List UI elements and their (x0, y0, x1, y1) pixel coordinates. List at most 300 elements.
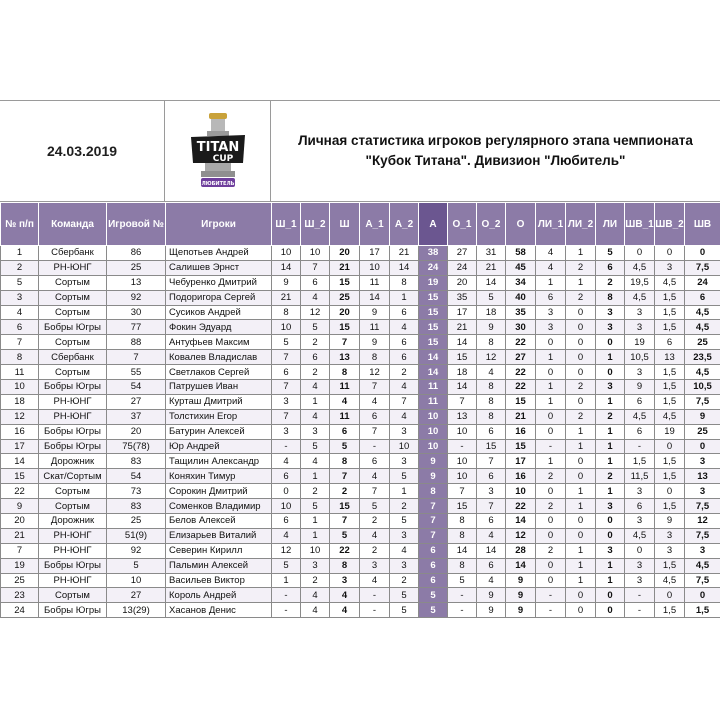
table-cell: 14 (477, 543, 506, 558)
table-cell: 6 (330, 424, 360, 439)
table-cell: 54 (107, 469, 166, 484)
table-cell: 10 (1, 380, 39, 395)
table-row (1, 558, 720, 573)
table-cell: 0 (596, 335, 625, 350)
table-cell: 4,5 (655, 409, 685, 424)
table-cell: - (448, 603, 477, 618)
table-cell: 25 (330, 290, 360, 305)
table-cell: 18 (477, 305, 506, 320)
table-cell: 5 (390, 469, 419, 484)
table-row (1, 380, 720, 395)
table-cell: 7 (1, 335, 39, 350)
table-cell: 8 (419, 484, 448, 499)
table-cell: 0 (536, 335, 566, 350)
table-cell: 1 (536, 454, 566, 469)
table-cell: 6 (301, 350, 330, 365)
table-cell: 10,5 (625, 350, 655, 365)
table-cell: 3 (685, 454, 720, 469)
table-cell: 1 (566, 543, 596, 558)
table-cell: 10 (360, 260, 390, 275)
table-cell: 10 (301, 246, 330, 261)
table-cell: - (360, 439, 390, 454)
table-cell: 27 (107, 394, 166, 409)
table-cell: - (360, 588, 390, 603)
table-cell: 35 (506, 305, 536, 320)
table-cell: 0 (536, 409, 566, 424)
table-cell: 1 (301, 528, 330, 543)
table-cell: 0 (566, 588, 596, 603)
table-row (1, 305, 720, 320)
table-cell: 6 (1, 320, 39, 335)
table-cell: 3 (390, 424, 419, 439)
table-cell: 9 (655, 514, 685, 529)
table-cell: 11 (360, 275, 390, 290)
table-cell: 5 (360, 499, 390, 514)
table-cell: 1 (1, 246, 39, 261)
table-cell: 4 (360, 394, 390, 409)
table-cell: 1 (566, 499, 596, 514)
table-cell: 1 (536, 394, 566, 409)
table-cell: Хасанов Денис (166, 603, 272, 618)
table-cell: 4 (1, 305, 39, 320)
column-header: ЛИ (596, 203, 625, 246)
table-cell: - (536, 439, 566, 454)
table-cell: 5 (390, 588, 419, 603)
table-cell: 10 (107, 573, 166, 588)
table-cell: 13 (655, 350, 685, 365)
table-cell: 3 (625, 484, 655, 499)
column-header: Ш_1 (272, 203, 301, 246)
table-cell: 4 (272, 454, 301, 469)
table-cell: 11 (419, 380, 448, 395)
table-row (1, 424, 720, 439)
table-cell: 3 (625, 320, 655, 335)
table-cell: 7 (419, 499, 448, 514)
table-cell: - (625, 439, 655, 454)
table-cell: Сортым (39, 290, 107, 305)
table-cell: 3 (1, 290, 39, 305)
table-cell: 21 (448, 320, 477, 335)
table-cell: 9 (625, 380, 655, 395)
table-cell: 1,5 (655, 454, 685, 469)
table-cell: 1 (272, 573, 301, 588)
table-cell: 7 (330, 514, 360, 529)
table-cell: 4,5 (625, 409, 655, 424)
table-row (1, 484, 720, 499)
table-cell: 6 (272, 514, 301, 529)
table-cell: 3 (301, 558, 330, 573)
table-cell: 15 (419, 335, 448, 350)
table-cell: 8 (330, 365, 360, 380)
table-cell: 3 (625, 305, 655, 320)
table-cell: 21 (506, 409, 536, 424)
table-cell: Курташ Дмитрий (166, 394, 272, 409)
trophy-logo-icon (187, 111, 249, 191)
table-cell: Сусиков Андрей (166, 305, 272, 320)
table-cell: 10 (272, 499, 301, 514)
table-cell: - (448, 439, 477, 454)
table-cell: 3 (596, 320, 625, 335)
table-cell: 0 (685, 588, 720, 603)
table-row (1, 514, 720, 529)
table-cell: 4 (477, 365, 506, 380)
table-cell: 8 (477, 409, 506, 424)
table-cell: 19,5 (625, 275, 655, 290)
table-cell: 25 (107, 260, 166, 275)
table-cell: 4 (330, 603, 360, 618)
table-cell: Бобры Югры (39, 439, 107, 454)
table-cell: - (536, 588, 566, 603)
table-cell: 3 (390, 528, 419, 543)
table-cell: 25 (107, 514, 166, 529)
table-cell: 1,5 (625, 454, 655, 469)
table-cell: 0 (536, 573, 566, 588)
table-cell: 15 (330, 499, 360, 514)
table-cell: Щепотьев Андрей (166, 246, 272, 261)
table-cell: 4 (301, 380, 330, 395)
table-cell: 7 (1, 543, 39, 558)
table-cell: 10 (419, 439, 448, 454)
table-cell: Батурин Алексей (166, 424, 272, 439)
table-cell: 1 (566, 275, 596, 290)
table-cell: 75(78) (107, 439, 166, 454)
table-cell: 40 (506, 290, 536, 305)
table-cell: Соменков Владимир (166, 499, 272, 514)
table-cell: 6 (625, 424, 655, 439)
column-header: ШВ_2 (655, 203, 685, 246)
table-cell: 1,5 (655, 305, 685, 320)
table-cell: 8 (596, 290, 625, 305)
table-cell: Бобры Югры (39, 320, 107, 335)
table-cell: 7 (477, 499, 506, 514)
table-cell: 3 (685, 484, 720, 499)
table-cell: Салишев Эрнст (166, 260, 272, 275)
table-cell: Светлаков Сергей (166, 365, 272, 380)
table-cell: 4,5 (685, 558, 720, 573)
table-cell: 24 (1, 603, 39, 618)
table-cell: 1 (566, 424, 596, 439)
table-cell: 15 (448, 499, 477, 514)
table-row (1, 246, 720, 261)
table-cell: - (360, 603, 390, 618)
table-cell: 1 (390, 290, 419, 305)
table-cell: 12 (506, 528, 536, 543)
table-cell: 0 (566, 335, 596, 350)
table-cell: 0 (566, 305, 596, 320)
table-cell: 0 (536, 514, 566, 529)
table-cell: 13(29) (107, 603, 166, 618)
table-cell: 9 (419, 469, 448, 484)
table-cell: 4 (301, 290, 330, 305)
table-cell: 3 (596, 543, 625, 558)
table-cell: 9 (506, 573, 536, 588)
table-cell: 3 (390, 454, 419, 469)
table-cell: 7 (419, 528, 448, 543)
table-cell: 7,5 (685, 499, 720, 514)
table-cell: 20 (107, 424, 166, 439)
table-cell: 7 (272, 409, 301, 424)
table-cell: - (625, 603, 655, 618)
table-cell: Бобры Югры (39, 558, 107, 573)
table-cell: 10 (506, 484, 536, 499)
table-cell: 8 (272, 305, 301, 320)
column-header: Команда (39, 203, 107, 246)
table-row (1, 409, 720, 424)
table-cell: 1,5 (655, 469, 685, 484)
table-cell: 15 (330, 275, 360, 290)
table-cell: 37 (107, 409, 166, 424)
table-cell: 10 (448, 469, 477, 484)
column-header: Игровой № (107, 203, 166, 246)
table-cell: 22 (506, 365, 536, 380)
table-cell: 0 (272, 484, 301, 499)
table-row (1, 365, 720, 380)
table-cell: 5 (390, 603, 419, 618)
table-cell: 15 (1, 469, 39, 484)
column-header: А (419, 203, 448, 246)
table-cell: 6 (390, 305, 419, 320)
table-cell: Сортым (39, 588, 107, 603)
table-row (1, 454, 720, 469)
table-cell: 0 (596, 514, 625, 529)
table-cell: Скат/Сортым (39, 469, 107, 484)
table-cell: 0 (566, 469, 596, 484)
titan-cup-logo (165, 101, 271, 201)
table-cell: 0 (655, 588, 685, 603)
table-cell: 35 (448, 290, 477, 305)
table-cell: 0 (655, 439, 685, 454)
table-cell: 3 (477, 484, 506, 499)
table-cell: 83 (107, 454, 166, 469)
table-cell: 0 (566, 320, 596, 335)
table-row (1, 320, 720, 335)
table-cell: 8 (448, 528, 477, 543)
table-cell: Бобры Югры (39, 424, 107, 439)
svg-text:TITAN: TITAN (196, 140, 239, 155)
table-cell: 21 (272, 290, 301, 305)
table-cell: 3 (301, 424, 330, 439)
table-cell: 14 (448, 543, 477, 558)
table-cell: 7 (330, 335, 360, 350)
table-cell: 2 (360, 543, 390, 558)
table-cell: Сбербанк (39, 350, 107, 365)
table-cell: 2 (536, 469, 566, 484)
table-cell: 0 (536, 558, 566, 573)
table-cell: 24 (448, 260, 477, 275)
table-cell: 1 (536, 380, 566, 395)
table-cell: - (272, 588, 301, 603)
table-cell: 92 (107, 543, 166, 558)
table-cell: 0 (566, 528, 596, 543)
table-cell: 18 (448, 365, 477, 380)
table-cell: 7 (477, 454, 506, 469)
table-cell: 21 (1, 528, 39, 543)
table-cell: 4 (536, 260, 566, 275)
column-header: О_2 (477, 203, 506, 246)
table-cell: Пальмин Алексей (166, 558, 272, 573)
table-cell: 9 (685, 409, 720, 424)
table-cell: 0 (596, 528, 625, 543)
table-cell: 4 (536, 246, 566, 261)
column-header: А_2 (390, 203, 419, 246)
table-cell: 1 (536, 350, 566, 365)
table-cell: 11 (360, 320, 390, 335)
table-cell: 21 (477, 260, 506, 275)
column-header: Ш (330, 203, 360, 246)
table-cell: 1,5 (655, 380, 685, 395)
table-cell: 1,5 (655, 603, 685, 618)
table-cell: 7 (360, 424, 390, 439)
table-cell: Васильев Виктор (166, 573, 272, 588)
table-cell: 5 (596, 246, 625, 261)
table-cell: 13 (685, 469, 720, 484)
table-cell: 10 (272, 320, 301, 335)
table-cell: 5 (301, 499, 330, 514)
table-cell: 4,5 (625, 290, 655, 305)
table-cell: Антуфьев Максим (166, 335, 272, 350)
table-cell: 2 (390, 573, 419, 588)
table-cell: 25 (685, 424, 720, 439)
table-cell: 14 (448, 380, 477, 395)
table-cell: 0 (536, 365, 566, 380)
table-cell: 16 (506, 469, 536, 484)
title-line-1: Личная статистика игроков регулярного этапа чемпионата (298, 133, 693, 148)
table-cell: 2 (360, 514, 390, 529)
table-cell: 4 (330, 394, 360, 409)
table-cell: 4,5 (625, 260, 655, 275)
table-cell: Патрушев Иван (166, 380, 272, 395)
table-cell: 7 (448, 484, 477, 499)
table-cell: 5 (272, 558, 301, 573)
table-cell: 6 (360, 409, 390, 424)
table-cell: Сортым (39, 484, 107, 499)
table-cell: 30 (107, 305, 166, 320)
table-cell: 10 (448, 454, 477, 469)
table-cell: 4,5 (685, 320, 720, 335)
table-cell: 5 (390, 514, 419, 529)
table-cell: 9 (477, 588, 506, 603)
table-cell: 20 (448, 275, 477, 290)
table-cell: Ковалев Владислав (166, 350, 272, 365)
table-cell: РН-ЮНГ (39, 260, 107, 275)
table-cell: 15 (330, 320, 360, 335)
table-cell: Король Андрей (166, 588, 272, 603)
table-cell: 2 (596, 275, 625, 290)
table-cell: 34 (506, 275, 536, 290)
table-cell: 0 (596, 603, 625, 618)
table-cell: 1 (596, 454, 625, 469)
table-cell: 1 (596, 350, 625, 365)
table-cell: 10 (301, 543, 330, 558)
table-cell: 6 (419, 573, 448, 588)
table-cell: 4,5 (685, 305, 720, 320)
table-cell: 14 (419, 350, 448, 365)
table-cell: - (536, 603, 566, 618)
table-cell: 4 (390, 320, 419, 335)
table-cell: 6 (477, 514, 506, 529)
table-cell: 4 (272, 528, 301, 543)
table-cell: 19 (1, 558, 39, 573)
table-cell: Коняхин Тимур (166, 469, 272, 484)
table-cell: 7,5 (685, 260, 720, 275)
table-cell: 0 (655, 484, 685, 499)
table-cell: 12 (477, 350, 506, 365)
table-cell: 8 (360, 350, 390, 365)
table-row (1, 603, 720, 618)
sheet-header (0, 100, 720, 202)
table-cell: 55 (107, 365, 166, 380)
table-cell: 20 (330, 246, 360, 261)
table-cell: 0 (566, 394, 596, 409)
table-cell: РН-ЮНГ (39, 573, 107, 588)
table-cell: 27 (107, 588, 166, 603)
table-cell: 6 (477, 469, 506, 484)
table-cell: 15 (419, 290, 448, 305)
table-row (1, 350, 720, 365)
table-cell: 3 (536, 320, 566, 335)
table-cell: 6 (477, 424, 506, 439)
table-cell: 15 (448, 350, 477, 365)
table-cell: 6 (625, 394, 655, 409)
svg-text:CUP: CUP (212, 154, 233, 164)
table-cell: 4 (390, 409, 419, 424)
table-cell: - (448, 588, 477, 603)
table-cell: 18 (1, 394, 39, 409)
table-cell: РН-ЮНГ (39, 394, 107, 409)
table-cell: 7 (360, 380, 390, 395)
table-cell: Сортым (39, 499, 107, 514)
table-cell: 4 (301, 603, 330, 618)
table-cell: Бобры Югры (39, 380, 107, 395)
column-header: № п/п (1, 203, 39, 246)
table-cell: 15 (419, 320, 448, 335)
table-row (1, 499, 720, 514)
table-cell: 4,5 (685, 365, 720, 380)
table-cell: Елизарьев Виталий (166, 528, 272, 543)
table-cell: 14 (477, 275, 506, 290)
table-cell: 5 (107, 558, 166, 573)
table-cell: - (272, 439, 301, 454)
table-cell: 3 (685, 543, 720, 558)
table-cell: 5 (330, 439, 360, 454)
table-cell: 2 (301, 365, 330, 380)
table-cell: 23 (1, 588, 39, 603)
table-cell: 19 (655, 424, 685, 439)
table-cell: 10 (390, 439, 419, 454)
table-cell: 4,5 (625, 528, 655, 543)
table-row (1, 275, 720, 290)
column-header: ШВ_1 (625, 203, 655, 246)
table-row (1, 394, 720, 409)
table-cell: 21 (330, 260, 360, 275)
table-cell: 7,5 (685, 528, 720, 543)
table-cell: 14 (390, 260, 419, 275)
table-cell: 51(9) (107, 528, 166, 543)
table-cell: 20 (330, 305, 360, 320)
table-row (1, 469, 720, 484)
table-cell: - (272, 603, 301, 618)
table-cell: 3 (272, 424, 301, 439)
table-cell: 88 (107, 335, 166, 350)
table-cell: 1,5 (655, 320, 685, 335)
table-cell: Сорокин Дмитрий (166, 484, 272, 499)
table-row (1, 335, 720, 350)
table-cell: 2 (301, 484, 330, 499)
table-cell: 4 (360, 528, 390, 543)
table-cell: 1 (301, 469, 330, 484)
table-cell: 14 (506, 514, 536, 529)
table-cell: 77 (107, 320, 166, 335)
